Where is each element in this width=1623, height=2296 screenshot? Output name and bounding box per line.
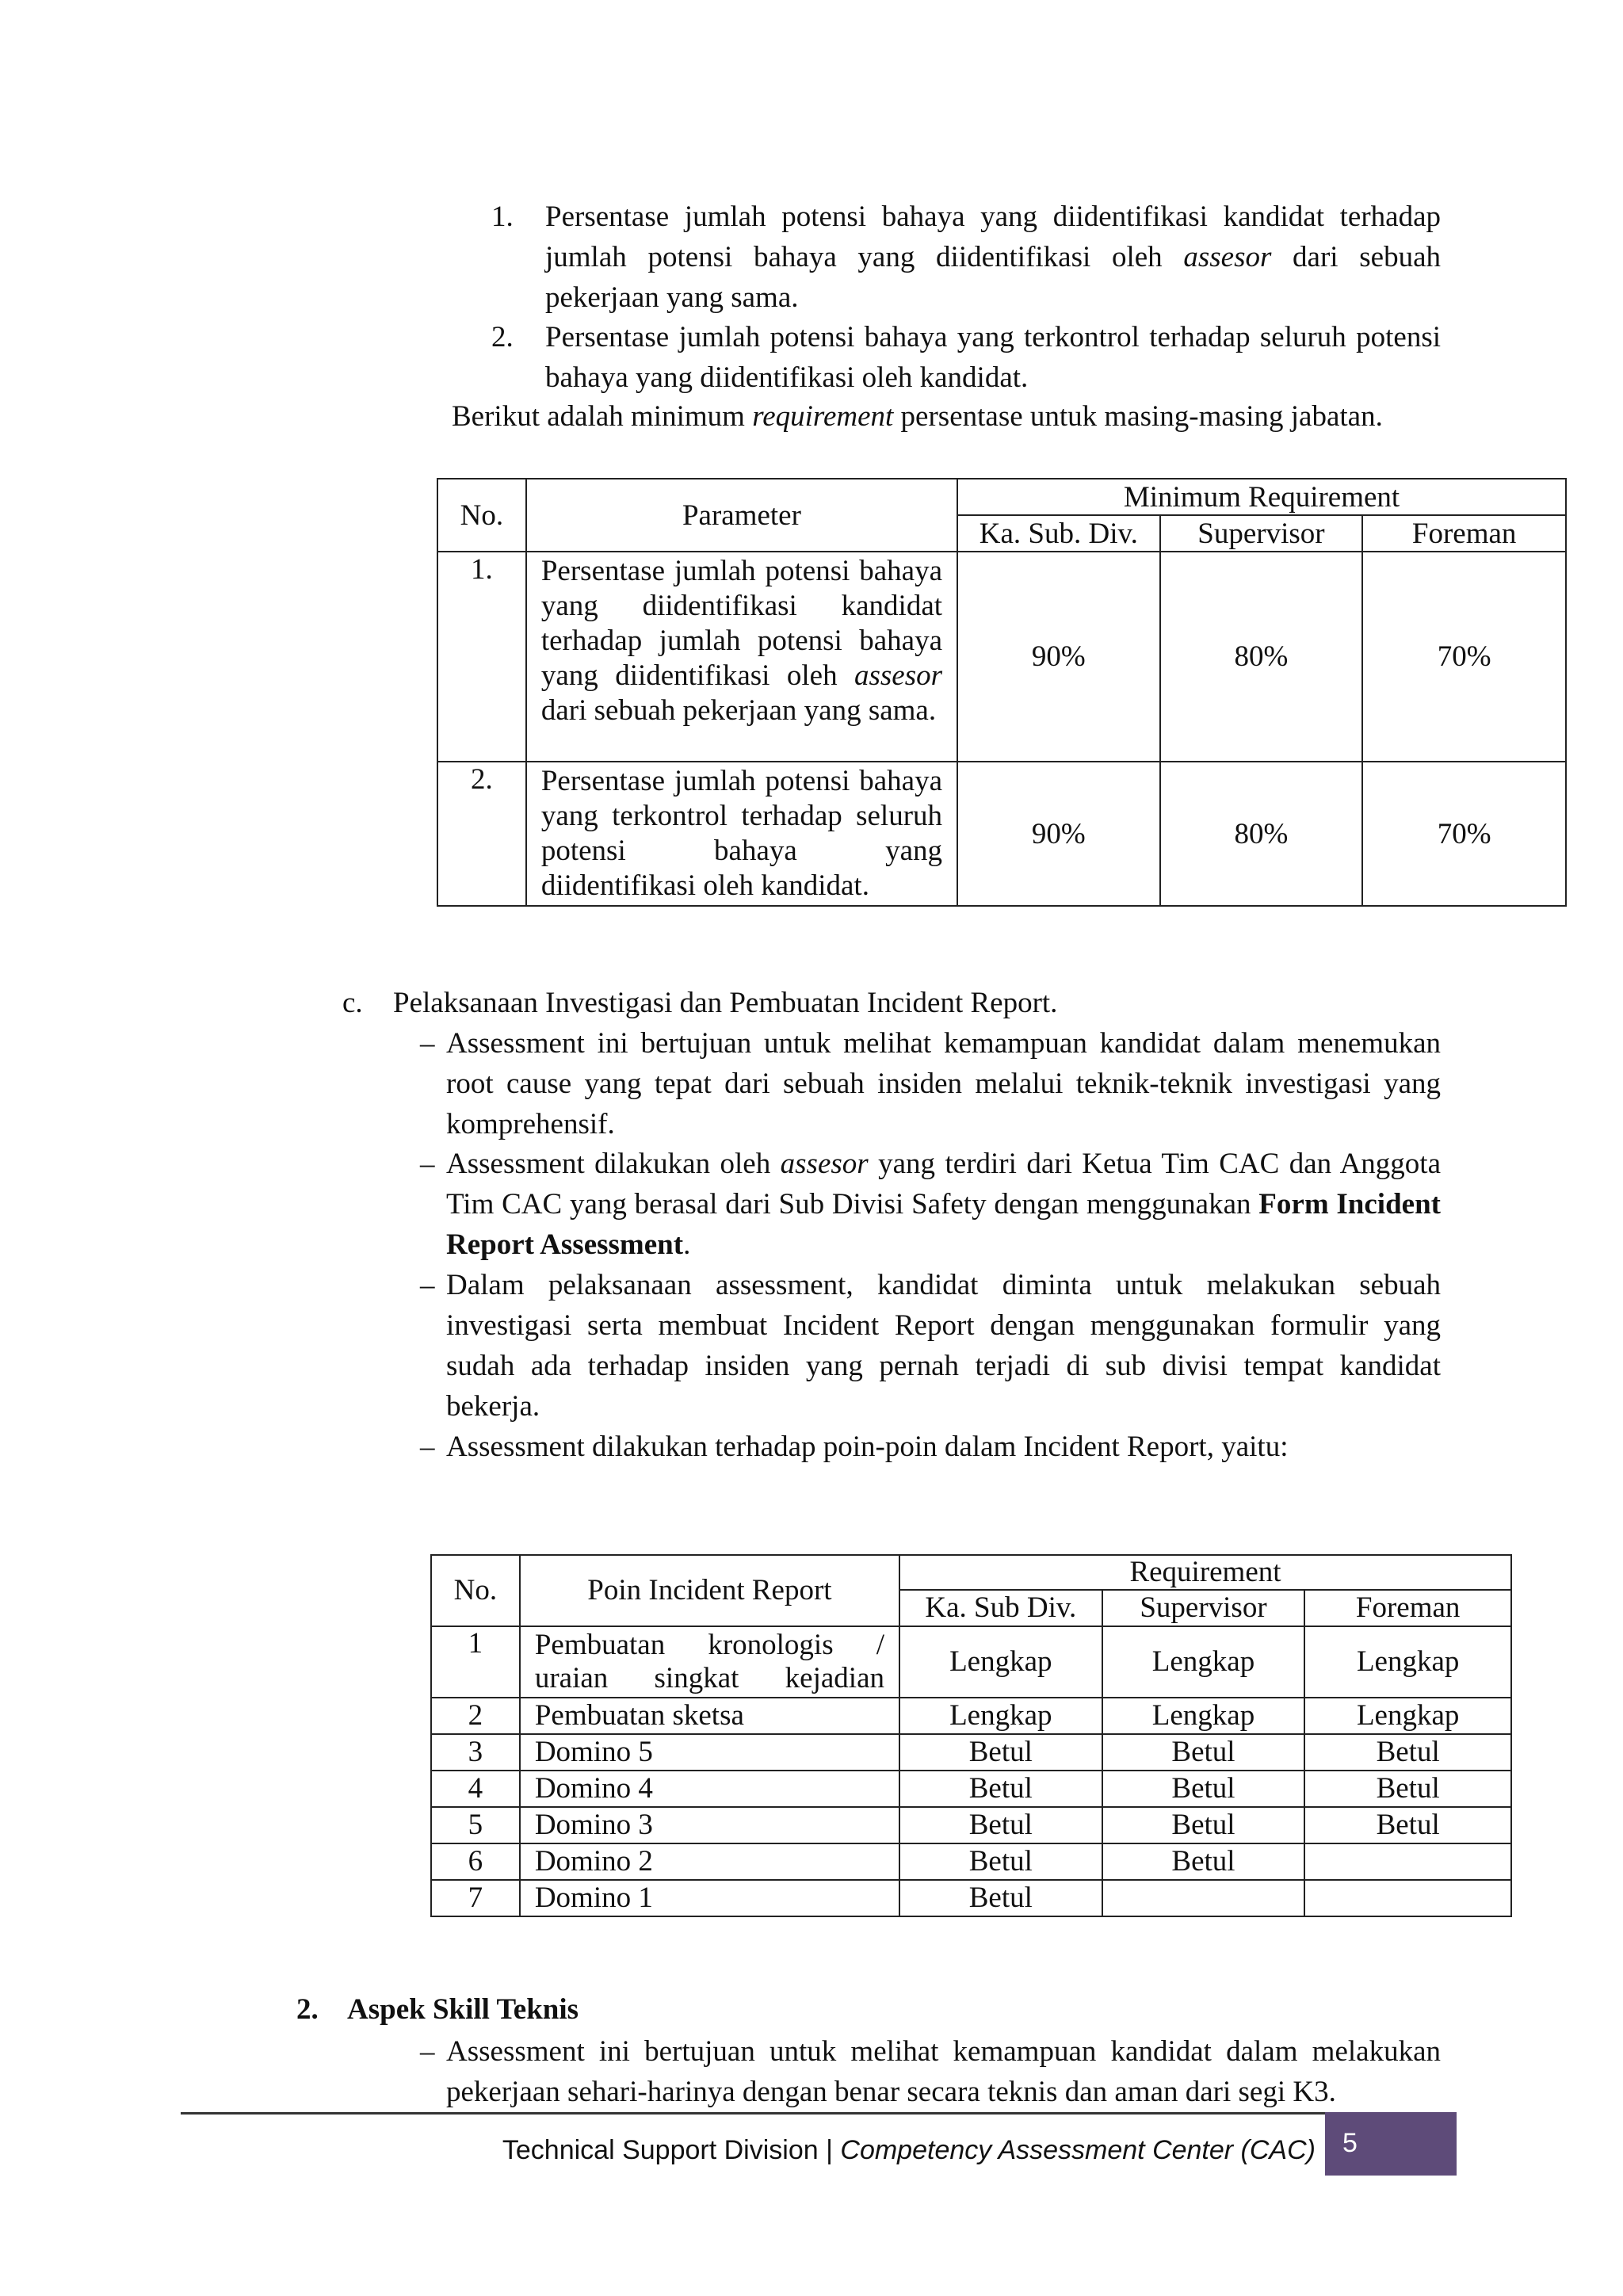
table-row <box>431 1843 1511 1880</box>
row-value <box>1304 1880 1511 1916</box>
row-value: Betul <box>899 1771 1102 1807</box>
table-row <box>437 552 1566 762</box>
row-poin: Domino 3 <box>520 1807 899 1843</box>
row-poin: Domino 4 <box>520 1771 899 1807</box>
row-value: Betul <box>899 1734 1102 1771</box>
table-row <box>437 762 1566 906</box>
row-value: Lengkap <box>899 1698 1102 1734</box>
row-number: 7 <box>431 1880 520 1916</box>
row-value: Betul <box>1304 1734 1511 1771</box>
incident-report-table <box>430 1554 1512 1917</box>
row-poin: Pembuatan sketsa <box>520 1698 899 1734</box>
row-poin: Pembuatan kronologis / uraian singkat kejadian <box>520 1626 899 1698</box>
row-number: 2 <box>431 1698 520 1734</box>
row-value: Betul <box>1102 1843 1305 1880</box>
row-number: 6 <box>431 1843 520 1880</box>
header-no: No. <box>437 479 526 552</box>
header-poin: Poin Incident Report <box>520 1555 899 1626</box>
intro-text: Berikut adalah minimum requirement persentase untuk masing-masing jabatan. <box>452 400 1383 433</box>
header-group: Requirement <box>899 1555 1511 1590</box>
row-value: Betul <box>899 1843 1102 1880</box>
header-sub: Supervisor <box>1102 1590 1305 1626</box>
table-row <box>431 1771 1511 1807</box>
header-no: No. <box>431 1555 520 1626</box>
row-number: 3 <box>431 1734 520 1771</box>
table-row <box>431 1698 1511 1734</box>
bullet-dash: – <box>420 1027 435 1060</box>
row-value: 70% <box>1362 552 1566 762</box>
header-sub: Ka. Sub Div. <box>899 1590 1102 1626</box>
row-number: 2. <box>437 762 526 906</box>
table-row <box>431 1880 1511 1916</box>
row-value: Lengkap <box>1102 1626 1305 1698</box>
bullet-item: Assessment ini bertujuan untuk melihat kemampuan kandidat dalam menemukan root cause yang tepat dari sebuah insiden melalui teknik-teknik investigasi yang komprehensif. <box>446 1027 1441 1140</box>
section-title: Pelaksanaan Investigasi dan Pembuatan Incident Report. <box>393 987 1058 1019</box>
row-value: 80% <box>1160 552 1363 762</box>
row-value: Lengkap <box>1304 1626 1511 1698</box>
section-label: c. <box>342 987 363 1019</box>
table-row <box>431 1626 1511 1698</box>
row-number: 4 <box>431 1771 520 1807</box>
header-parameter: Parameter <box>526 479 957 552</box>
header-sub: Foreman <box>1304 1590 1511 1626</box>
list-number: 2. <box>491 321 514 353</box>
bullet-dash: – <box>420 1431 435 1463</box>
minimum-requirement-table <box>437 478 1567 907</box>
row-value: 90% <box>957 762 1160 906</box>
bullet-dash: – <box>420 2035 435 2068</box>
row-value: Lengkap <box>899 1626 1102 1698</box>
section-number: 2. <box>296 1993 319 2026</box>
row-value: Betul <box>899 1807 1102 1843</box>
footer-text: Technical Support Division | Competency Assessment Center (CAC) <box>502 2135 1316 2165</box>
row-value: Lengkap <box>1304 1698 1511 1734</box>
row-value: Betul <box>1102 1771 1305 1807</box>
list-item: Persentase jumlah potensi bahaya yang terkontrol terhadap seluruh potensi bahaya yang diidentifikasi oleh kandidat. <box>545 321 1441 394</box>
bullet-item: Assessment ini bertujuan untuk melihat kemampuan kandidat dalam melakukan pekerjaan sehari-harinya dengan benar secara teknis dan aman dari segi K3. <box>446 2035 1441 2108</box>
header-sub: Foreman <box>1362 515 1566 552</box>
row-value: 90% <box>957 552 1160 762</box>
row-poin: Domino 5 <box>520 1734 899 1771</box>
row-poin: Domino 2 <box>520 1843 899 1880</box>
footer-rule <box>181 2112 1457 2115</box>
row-number: 5 <box>431 1807 520 1843</box>
row-number: 1. <box>437 552 526 762</box>
header-group: Minimum Requirement <box>957 479 1566 515</box>
row-value: 70% <box>1362 762 1566 906</box>
header-sub: Ka. Sub. Div. <box>957 515 1160 552</box>
row-parameter: Persentase jumlah potensi bahaya yang terkontrol terhadap seluruh potensi bahaya yang diidentifikasi oleh kandidat. <box>526 762 957 906</box>
page-number: 5 <box>1325 2112 1457 2176</box>
bullet-dash: – <box>420 1269 435 1301</box>
row-parameter: Persentase jumlah potensi bahaya yang diidentifikasi kandidat terhadap jumlah potensi bahaya yang diidentifikasi oleh assesor dari sebuah pekerjaan yang sama. <box>526 552 957 762</box>
row-value: Betul <box>899 1880 1102 1916</box>
bullet-item: Dalam pelaksanaan assessment, kandidat diminta untuk melakukan sebuah investigasi serta membuat Incident Report dengan menggunakan formulir yang sudah ada terhadap insiden yang pernah terjadi di sub divisi tempat kandidat bekerja. <box>446 1269 1441 1423</box>
row-poin: Domino 1 <box>520 1880 899 1916</box>
table-row <box>431 1807 1511 1843</box>
bullet-dash: – <box>420 1148 435 1180</box>
list-number: 1. <box>491 201 514 233</box>
section-title: Aspek Skill Teknis <box>347 1993 579 2026</box>
row-value: Betul <box>1102 1734 1305 1771</box>
table-row <box>431 1734 1511 1771</box>
header-sub: Supervisor <box>1160 515 1363 552</box>
row-value <box>1304 1843 1511 1880</box>
row-value: Betul <box>1304 1807 1511 1843</box>
bullet-item: Assessment dilakukan oleh assesor yang terdiri dari Ketua Tim CAC dan Anggota Tim CAC yang berasal dari Sub Divisi Safety dengan menggunakan Form Incident Report Assessment. <box>446 1148 1441 1261</box>
row-value: 80% <box>1160 762 1363 906</box>
bullet-item: Assessment dilakukan terhadap poin-poin dalam Incident Report, yaitu: <box>446 1431 1289 1463</box>
row-value: Betul <box>1102 1807 1305 1843</box>
row-number: 1 <box>431 1626 520 1698</box>
row-value: Lengkap <box>1102 1698 1305 1734</box>
list-item: Persentase jumlah potensi bahaya yang diidentifikasi kandidat terhadap jumlah potensi bahaya yang diidentifikasi oleh assesor dari sebuah pekerjaan yang sama. <box>545 201 1441 314</box>
row-value <box>1102 1880 1305 1916</box>
row-value: Betul <box>1304 1771 1511 1807</box>
